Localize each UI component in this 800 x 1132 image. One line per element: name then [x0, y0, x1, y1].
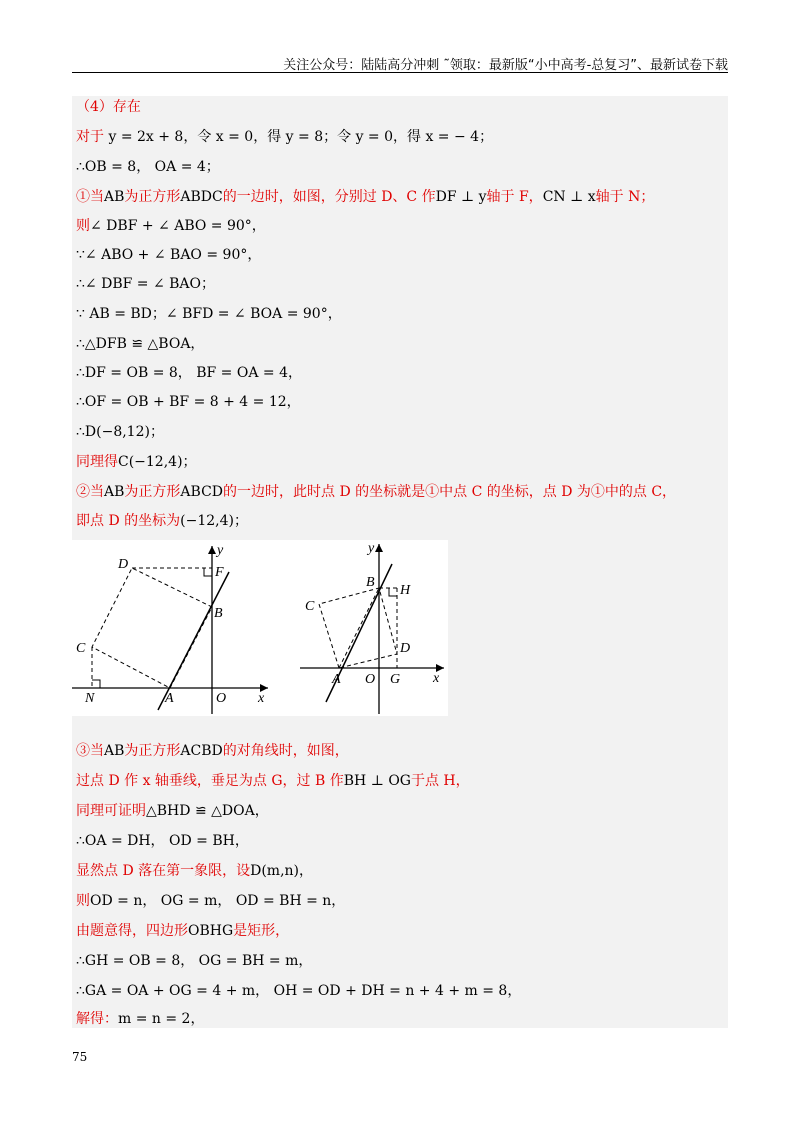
text-segment: ∴GH = OB = 8， OG = BH = m，: [76, 953, 313, 969]
text-line: [76, 832, 249, 850]
text-segment: 轴于 N；: [595, 189, 655, 205]
text-segment: ∴GA = OA + OG = 4 + m， OH = OD + DH = n + 4 + m = 8，: [76, 983, 522, 999]
text-segment: 为正方形: [124, 484, 181, 500]
text-segment: D(m,n)，: [250, 863, 314, 879]
text-segment: ③当: [76, 743, 104, 759]
text-line: [76, 158, 220, 176]
text-segment: ∴OF = OB + BF = 8 + 4 = 12，: [76, 394, 301, 410]
text-segment: OD = n， OG = m， OD = BH = n，: [90, 893, 346, 909]
text-line: [76, 982, 521, 1000]
text-segment: ∴△DFB ≌ △BOA，: [76, 336, 205, 352]
fig1-label-O: O: [216, 691, 227, 706]
text-line: [76, 128, 493, 146]
text-segment: CN ⊥ x: [542, 189, 596, 205]
page-header: 关注公众号：陆陆高分冲刺 ˜领取：最新版“小中高考-总复习”、最新试卷下载: [283, 58, 728, 73]
fig2-label-y: y: [368, 541, 375, 556]
fig1-label-D: D: [118, 557, 129, 572]
text-segment: OBHG: [188, 923, 234, 939]
text-line: [76, 453, 197, 471]
text-line: [76, 952, 312, 970]
text-segment: y = 2x + 8，令 x = 0，得 y = 8；令 y = 0，得 x = − 4；: [108, 129, 494, 145]
text-segment: 为正方形: [124, 189, 181, 205]
figure-2: [300, 544, 444, 714]
text-line: [76, 393, 301, 411]
text-segment: ∴∠ DBF = ∠ BAO；: [76, 276, 216, 292]
solution-content: [72, 96, 728, 1028]
text-segment: ∵∠ ABO + ∠ BAO = 90°，: [76, 247, 262, 263]
text-segment: AB: [104, 484, 125, 500]
fig2-label-D: D: [400, 641, 411, 656]
text-line: [76, 892, 345, 910]
text-segment: (−12,4)；: [180, 513, 248, 529]
text-line: [76, 922, 289, 940]
geometry-figures: [72, 540, 448, 716]
fig2-label-x: x: [433, 671, 440, 686]
text-segment: ACBD: [180, 743, 223, 759]
text-segment: ∵ AB = BD；∠ BFD = ∠ BOA = 90°，: [76, 306, 342, 322]
text-segment: 为正方形: [124, 743, 181, 759]
text-segment: （4）存在: [76, 99, 141, 115]
text-line: [76, 742, 349, 760]
text-line: [76, 305, 342, 323]
page-number: 75: [72, 1050, 88, 1064]
text-segment: ∴OB = 8， OA = 4；: [76, 159, 220, 175]
fig2-label-B: B: [366, 575, 375, 590]
fig1-line-ab: [158, 572, 229, 710]
fig1-label-B: B: [214, 606, 223, 621]
text-segment: 的一边时，此时点 D 的坐标就是①中点 C 的坐标，点 D 为①中的点 C，: [223, 484, 677, 500]
text-line: [76, 512, 248, 530]
text-segment: C(−12,4)；: [118, 454, 197, 470]
text-segment: 同理得: [76, 454, 118, 470]
fig1-label-F: F: [215, 565, 224, 580]
text-segment: 同理可证明: [76, 803, 146, 819]
text-line: [76, 772, 470, 790]
fig1-label-N: N: [85, 691, 95, 706]
text-line: [76, 1010, 204, 1028]
text-segment: ∴OA = DH， OD = BH，: [76, 833, 249, 849]
text-segment: 的对角线时，如图，: [222, 743, 349, 759]
text-line: [76, 335, 204, 353]
text-line: [76, 275, 215, 293]
text-line: [76, 217, 266, 235]
text-segment: 过点 D 作 x 轴垂线，垂足为点 G，过 B 作: [76, 773, 344, 789]
fig2-label-H: H: [400, 583, 411, 598]
text-line: [76, 246, 261, 264]
text-segment: 则: [76, 893, 90, 909]
text-segment: 是矩形，: [233, 923, 290, 939]
text-segment: AB: [104, 189, 125, 205]
text-segment: 于点 H，: [410, 773, 470, 789]
figure-1: [72, 546, 268, 714]
fig1-label-x: x: [258, 691, 265, 706]
header-divider: [72, 72, 728, 73]
fig2-label-G: G: [390, 672, 401, 687]
fig2-label-A: A: [332, 672, 341, 687]
text-line: [76, 862, 313, 880]
fig1-label-C: C: [76, 641, 86, 656]
text-segment: 显然点 D 落在第一象限，设: [76, 863, 251, 879]
text-segment: ∴DF = OB = 8， BF = OA = 4，: [76, 365, 302, 381]
text-line: [76, 802, 269, 820]
text-line: [76, 483, 676, 501]
text-segment: ②当: [76, 484, 104, 500]
text-line: [76, 423, 164, 441]
text-segment: DF ⊥ y: [435, 189, 487, 205]
text-segment: 的一边时，如图，分别过 D、C 作: [222, 189, 436, 205]
text-segment: ABCD: [180, 484, 224, 500]
fig1-label-A: A: [165, 691, 174, 706]
text-segment: 对于: [76, 129, 109, 145]
fig2-label-O: O: [365, 672, 376, 687]
text-line: [76, 98, 141, 116]
text-segment: AB: [104, 743, 125, 759]
text-line: [76, 364, 302, 382]
text-segment: 轴于 F，: [486, 189, 543, 205]
text-segment: ∴D(−8,12)；: [76, 424, 164, 440]
fig1-label-y: y: [217, 543, 224, 558]
text-segment: 即点 D 的坐标为: [76, 513, 181, 529]
text-segment: ∠ DBF + ∠ ABO = 90°，: [90, 218, 266, 234]
fig2-label-C: C: [305, 599, 315, 614]
text-segment: 由题意得，四边形: [76, 923, 188, 939]
text-segment: 解得：: [76, 1011, 118, 1027]
text-segment: △BHD ≌ △DOA，: [146, 803, 269, 819]
text-line: [76, 188, 654, 206]
text-segment: ①当: [76, 189, 104, 205]
text-segment: ABDC: [180, 189, 223, 205]
text-segment: m = n = 2，: [118, 1011, 205, 1027]
text-segment: BH ⊥ OG: [343, 773, 411, 789]
text-segment: 则: [76, 218, 90, 234]
